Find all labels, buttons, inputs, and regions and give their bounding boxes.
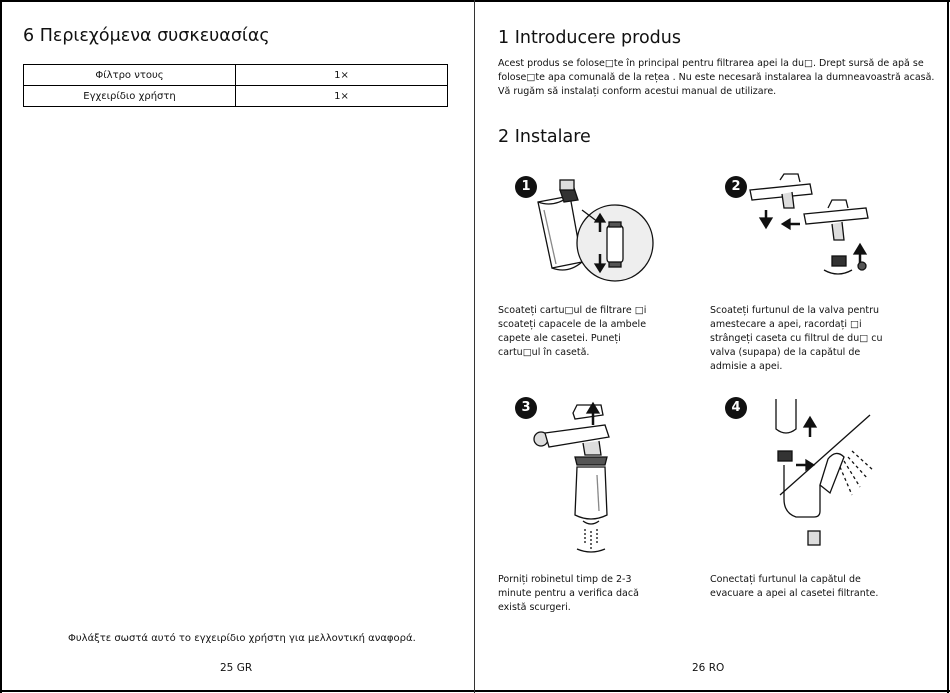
table-cell-item: Εγχειρίδιο χρήστη [24, 86, 236, 107]
shower-hose-drawing [720, 395, 880, 555]
step-4-caption [710, 573, 878, 601]
step-2-illustration [720, 170, 880, 290]
page-number-right: 26 RO [692, 662, 725, 674]
step-3-illustration [505, 395, 645, 555]
package-contents-heading: 6 Περιεχόμενα συσκευασίας [23, 26, 270, 46]
caption-line: minute pentru a verifica dacă [498, 588, 639, 599]
caption-line: capete ale casetei. Puneți [498, 333, 621, 344]
caption-line: amestecare a apei, racordați □i [710, 319, 862, 330]
package-contents-table [23, 64, 448, 107]
caption-line: strângeți caseta cu filtrul de du□ cu [710, 333, 883, 344]
step-2-caption [710, 304, 882, 374]
intro-line: Acest produs se folose□te în principal pentru filtrarea apei la du□. Drept sursă de apă se [498, 58, 924, 69]
faucet-with-filter-drawing [505, 395, 645, 555]
page-border-top [0, 0, 950, 2]
page-border-right [947, 0, 949, 693]
step-number-badge: 2 [725, 176, 747, 198]
intro-line: folose□te apa comunală de la rețea . Nu este necesară instalarea la dumneavoastră acasă. [498, 72, 935, 83]
caption-line: scoateți capacele de la ambele [498, 319, 647, 330]
page-number-left: 25 GR [220, 662, 253, 674]
step-3-caption [498, 573, 639, 615]
caption-line: Scoateți cartu□ul de filtrare □i [498, 305, 647, 316]
install-heading: 2 Instalare [498, 127, 591, 147]
caption-line: Scoateți furtunul de la valva pentru [710, 305, 880, 316]
caption-line: valva (supapa) de la capătul de [710, 347, 861, 358]
caption-line: admisie a apei. [710, 361, 783, 372]
page-border-bottom [0, 690, 950, 692]
step-number-badge: 1 [515, 176, 537, 198]
intro-paragraph [498, 57, 934, 99]
page-border-left [0, 0, 2, 693]
step-number-badge: 3 [515, 397, 537, 419]
table-cell-qty: 1× [236, 65, 448, 86]
footer-note: Φυλάξτε σωστά αυτό το εγχειρίδιο χρήστη για μελλοντική αναφορά. [68, 633, 416, 644]
table-row [24, 65, 448, 86]
caption-line: Porniți robinetul timp de 2-3 [498, 574, 632, 585]
page-gutter-divider [474, 0, 475, 693]
caption-line: Conectați furtunul la capătul de [710, 574, 861, 585]
table-row [24, 86, 448, 107]
table-cell-item: Φίλτρο ντους [24, 65, 236, 86]
intro-line: Vă rugăm să instalați conform acestui manual de utilizare. [498, 86, 777, 97]
caption-line: evacuare a apei al casetei filtrante. [710, 588, 879, 599]
step-1-caption [498, 304, 646, 360]
step-1-illustration [500, 170, 660, 290]
step-4-illustration [720, 395, 880, 555]
step-number-badge: 4 [725, 397, 747, 419]
table-cell-qty: 1× [236, 86, 448, 107]
caption-line: cartu□ul în casetă. [498, 347, 590, 358]
intro-heading: 1 Introducere produs [498, 28, 681, 48]
caption-line: există scurgeri. [498, 602, 571, 613]
